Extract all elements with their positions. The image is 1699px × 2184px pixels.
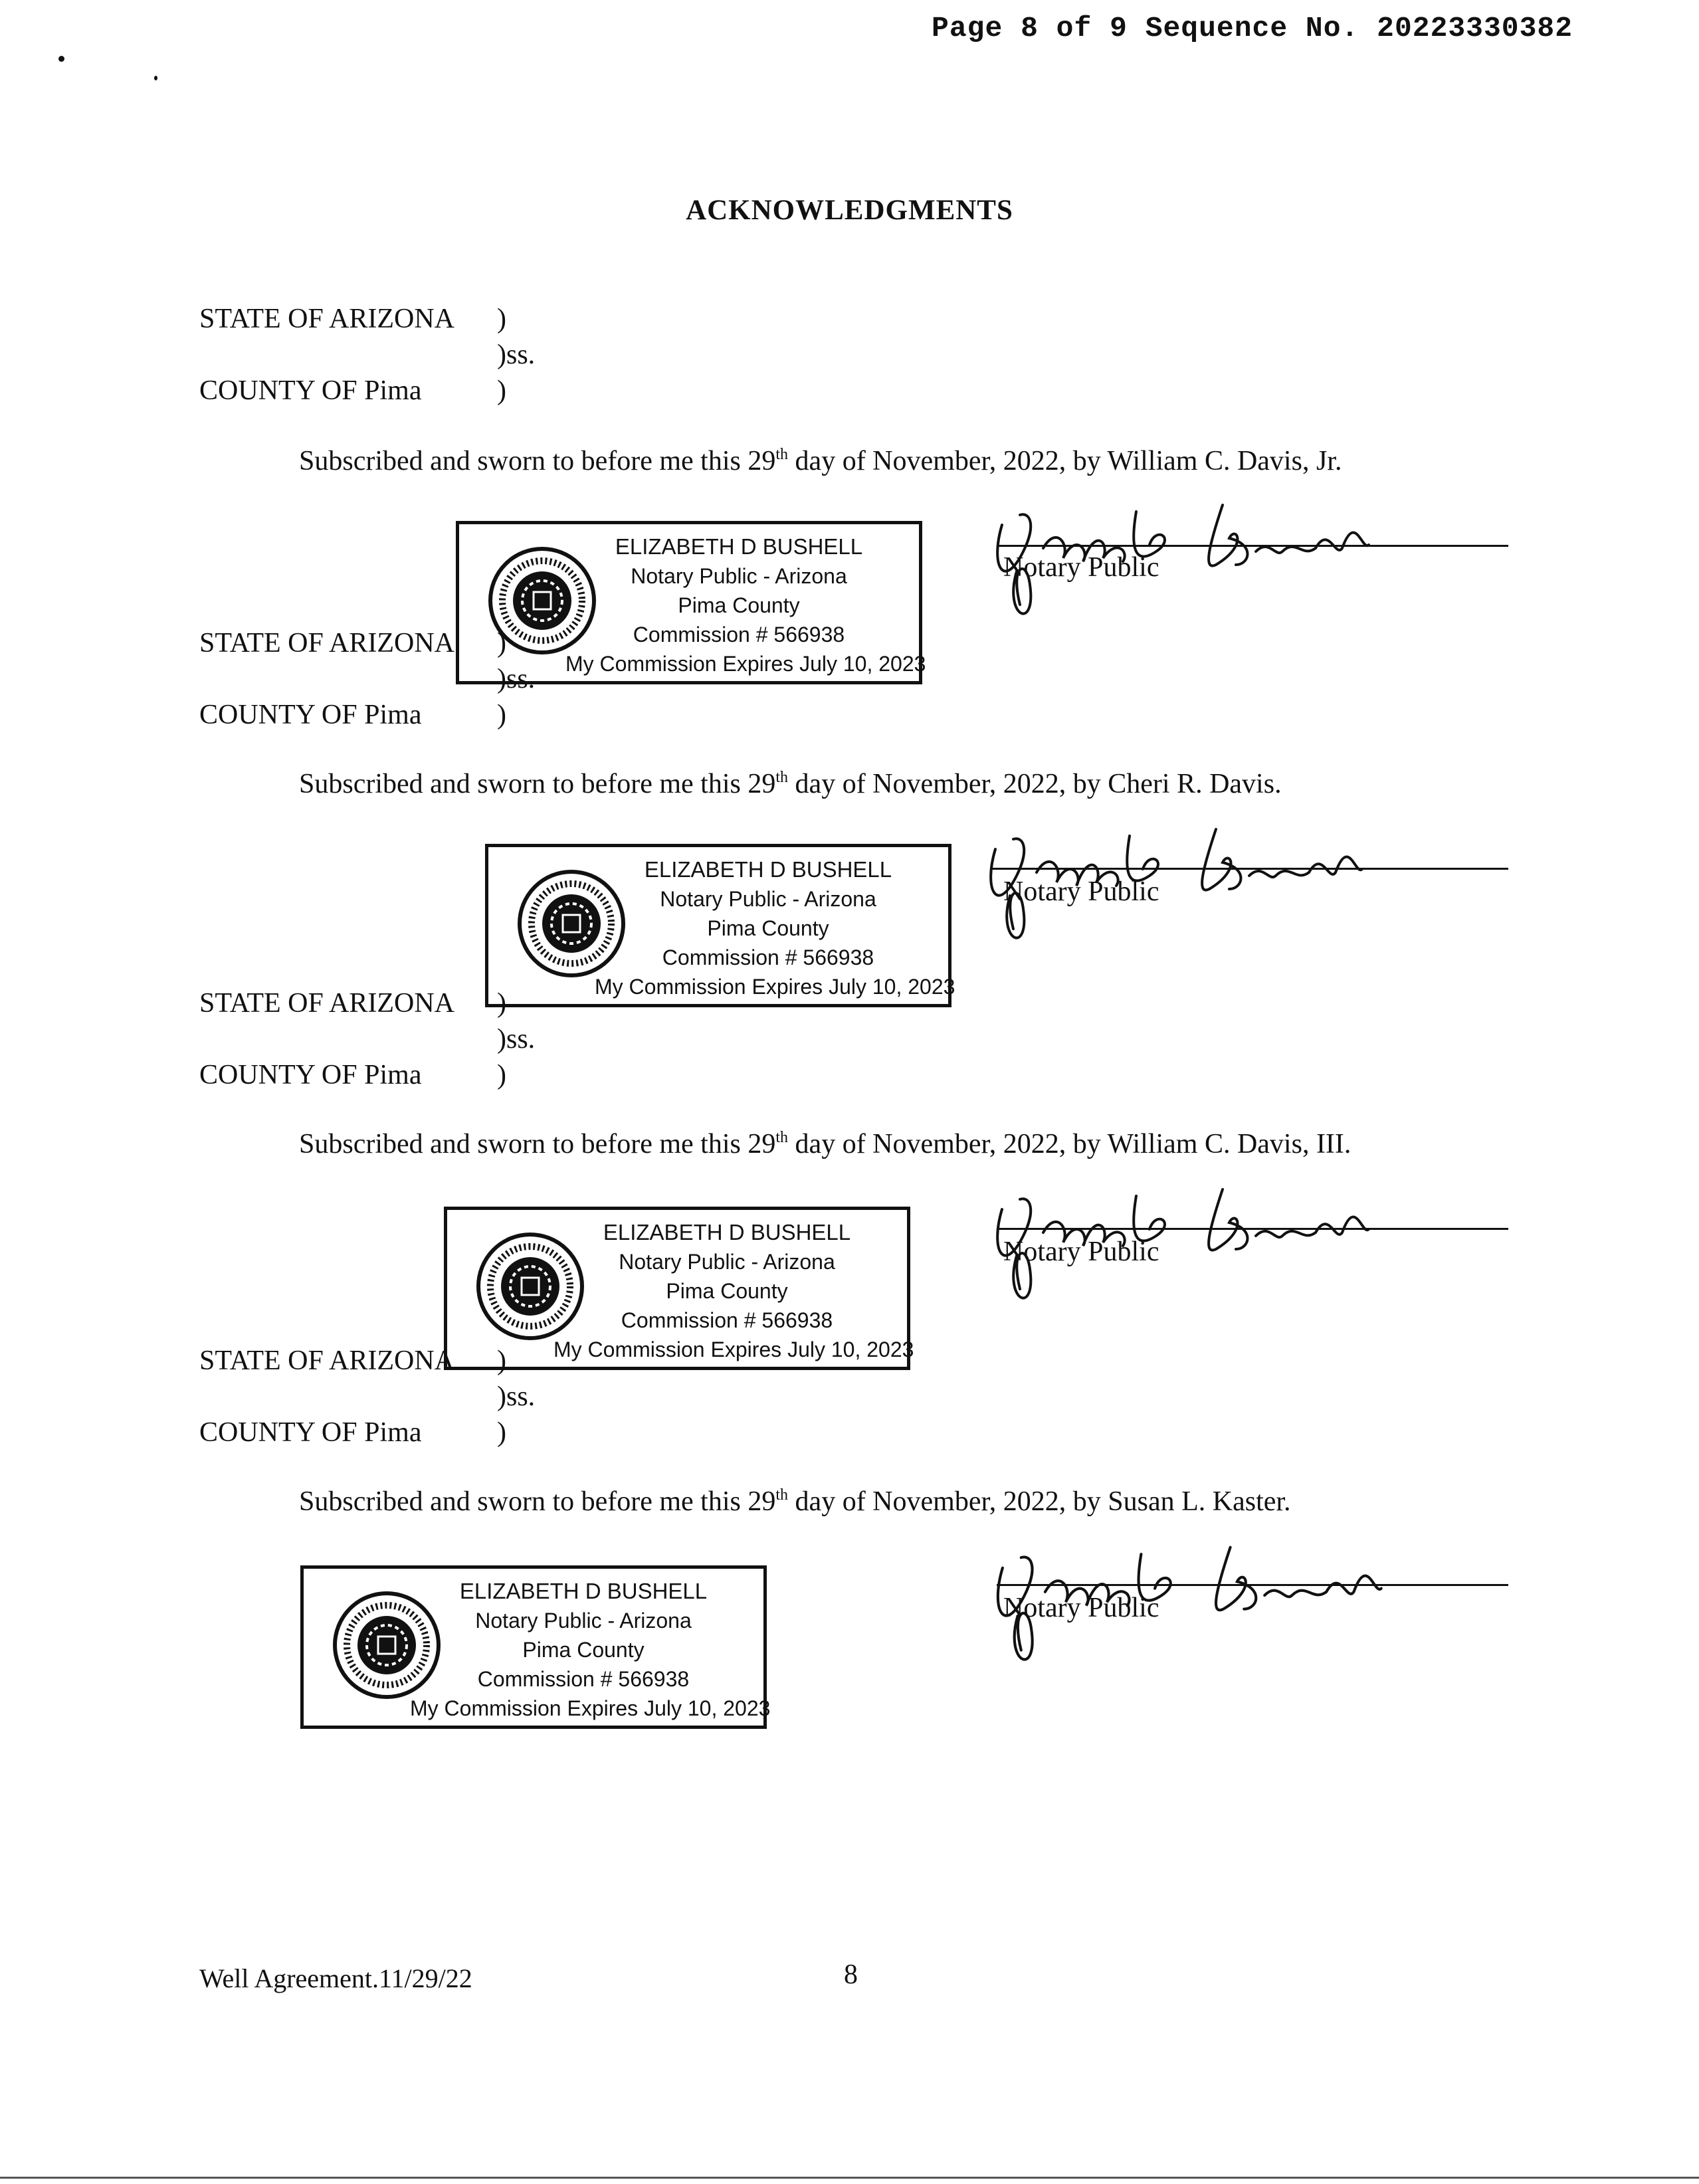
notary-public-label: Notary Public: [1003, 876, 1159, 907]
stamp-title: Notary Public - Arizona: [619, 1250, 835, 1274]
venue-paren: ): [497, 304, 506, 334]
notary-public-label: Notary Public: [1003, 1593, 1159, 1623]
venue-paren: ): [497, 1345, 506, 1376]
venue-county: COUNTY OF Pima: [199, 375, 422, 406]
venue-paren: ): [497, 375, 506, 406]
venue-county: COUNTY OF Pima: [199, 700, 422, 730]
notary-signature: [983, 485, 1395, 618]
stamp-commission: Commission # 566938: [477, 1667, 690, 1691]
acknowledgment-text: Subscribed and sworn to before me this 29th day of November, 2022, by William C. Davis, III.: [299, 1129, 1351, 1159]
stamp-county: Pima County: [522, 1638, 645, 1662]
venue-paren: ): [497, 1417, 506, 1448]
stamp-expiration: My Commission Expires July 10, 2023: [565, 652, 926, 676]
venue-state: STATE OF ARIZONA: [199, 988, 454, 1019]
stamp-commission: Commission # 566938: [662, 945, 874, 969]
venue-block: [199, 1345, 797, 1504]
notary-stamp: [485, 844, 955, 1007]
venue-state: STATE OF ARIZONA: [199, 628, 454, 658]
stamp-commission: Commission # 566938: [633, 623, 845, 646]
venue-state: STATE OF ARIZONA: [199, 1345, 454, 1376]
document-title: ACKNOWLEDGMENTS: [686, 195, 1013, 226]
stamp-county: Pima County: [666, 1279, 788, 1303]
acknowledgment-text: Subscribed and sworn to before me this 29th day of November, 2022, by Susan L. Kaster.: [299, 1486, 1291, 1517]
stamp-county: Pima County: [678, 593, 800, 617]
notary-signature: [977, 809, 1389, 942]
stamp-title: Notary Public - Arizona: [631, 564, 847, 588]
stamp-name: ELIZABETH D BUSHELL: [603, 1220, 851, 1244]
venue-block: [199, 627, 797, 787]
stamp-title: Notary Public - Arizona: [660, 887, 876, 911]
stamp-title: Notary Public - Arizona: [475, 1609, 692, 1633]
venue-county: COUNTY OF Pima: [199, 1417, 422, 1448]
notary-stamp: [300, 1565, 771, 1729]
venue-paren: ): [497, 700, 506, 730]
venue-ss: )ss.: [497, 1381, 536, 1412]
stamp-name: ELIZABETH D BUSHELL: [459, 1579, 708, 1603]
stamp-name: ELIZABETH D BUSHELL: [615, 534, 863, 559]
scan-speck: [58, 56, 64, 62]
venue-paren: ): [497, 628, 506, 658]
footer-document-name: Well Agreement.11/29/22: [199, 1963, 472, 1993]
stamp-name: ELIZABETH D BUSHELL: [644, 857, 892, 882]
venue-block: [199, 303, 797, 462]
stamp-county: Pima County: [707, 916, 829, 940]
venue-ss: )ss.: [497, 340, 536, 370]
notary-public-label: Notary Public: [1003, 1237, 1159, 1267]
venue-state: STATE OF ARIZONA: [199, 304, 454, 334]
notary-signature: [983, 1526, 1409, 1665]
stamp-expiration: My Commission Expires July 10, 2023: [595, 975, 955, 999]
notary-signature: [983, 1169, 1395, 1302]
venue-paren: ): [497, 1060, 506, 1090]
stamp-commission: Commission # 566938: [621, 1308, 833, 1332]
scan-edge-line: [0, 2177, 1699, 2179]
acknowledgment-text: Subscribed and sworn to before me this 29th day of November, 2022, by Cheri R. Davis.: [299, 769, 1282, 799]
venue-paren: ): [497, 988, 506, 1019]
stamp-expiration: My Commission Expires July 10, 2023: [553, 1338, 914, 1361]
venue-block: [199, 987, 797, 1147]
page-header: Page 8 of 9 Sequence No. 20223330382: [932, 12, 1573, 45]
page-number: 8: [844, 1959, 858, 1990]
stamp-expiration: My Commission Expires July 10, 2023: [410, 1696, 771, 1720]
venue-county: COUNTY OF Pima: [199, 1060, 422, 1090]
notary-public-label: Notary Public: [1003, 552, 1159, 583]
venue-ss: )ss.: [497, 664, 536, 694]
acknowledgment-text: Subscribed and sworn to before me this 29th day of November, 2022, by William C. Davis, Jr.: [299, 446, 1342, 476]
scan-speck: [154, 76, 157, 80]
venue-ss: )ss.: [497, 1024, 536, 1054]
